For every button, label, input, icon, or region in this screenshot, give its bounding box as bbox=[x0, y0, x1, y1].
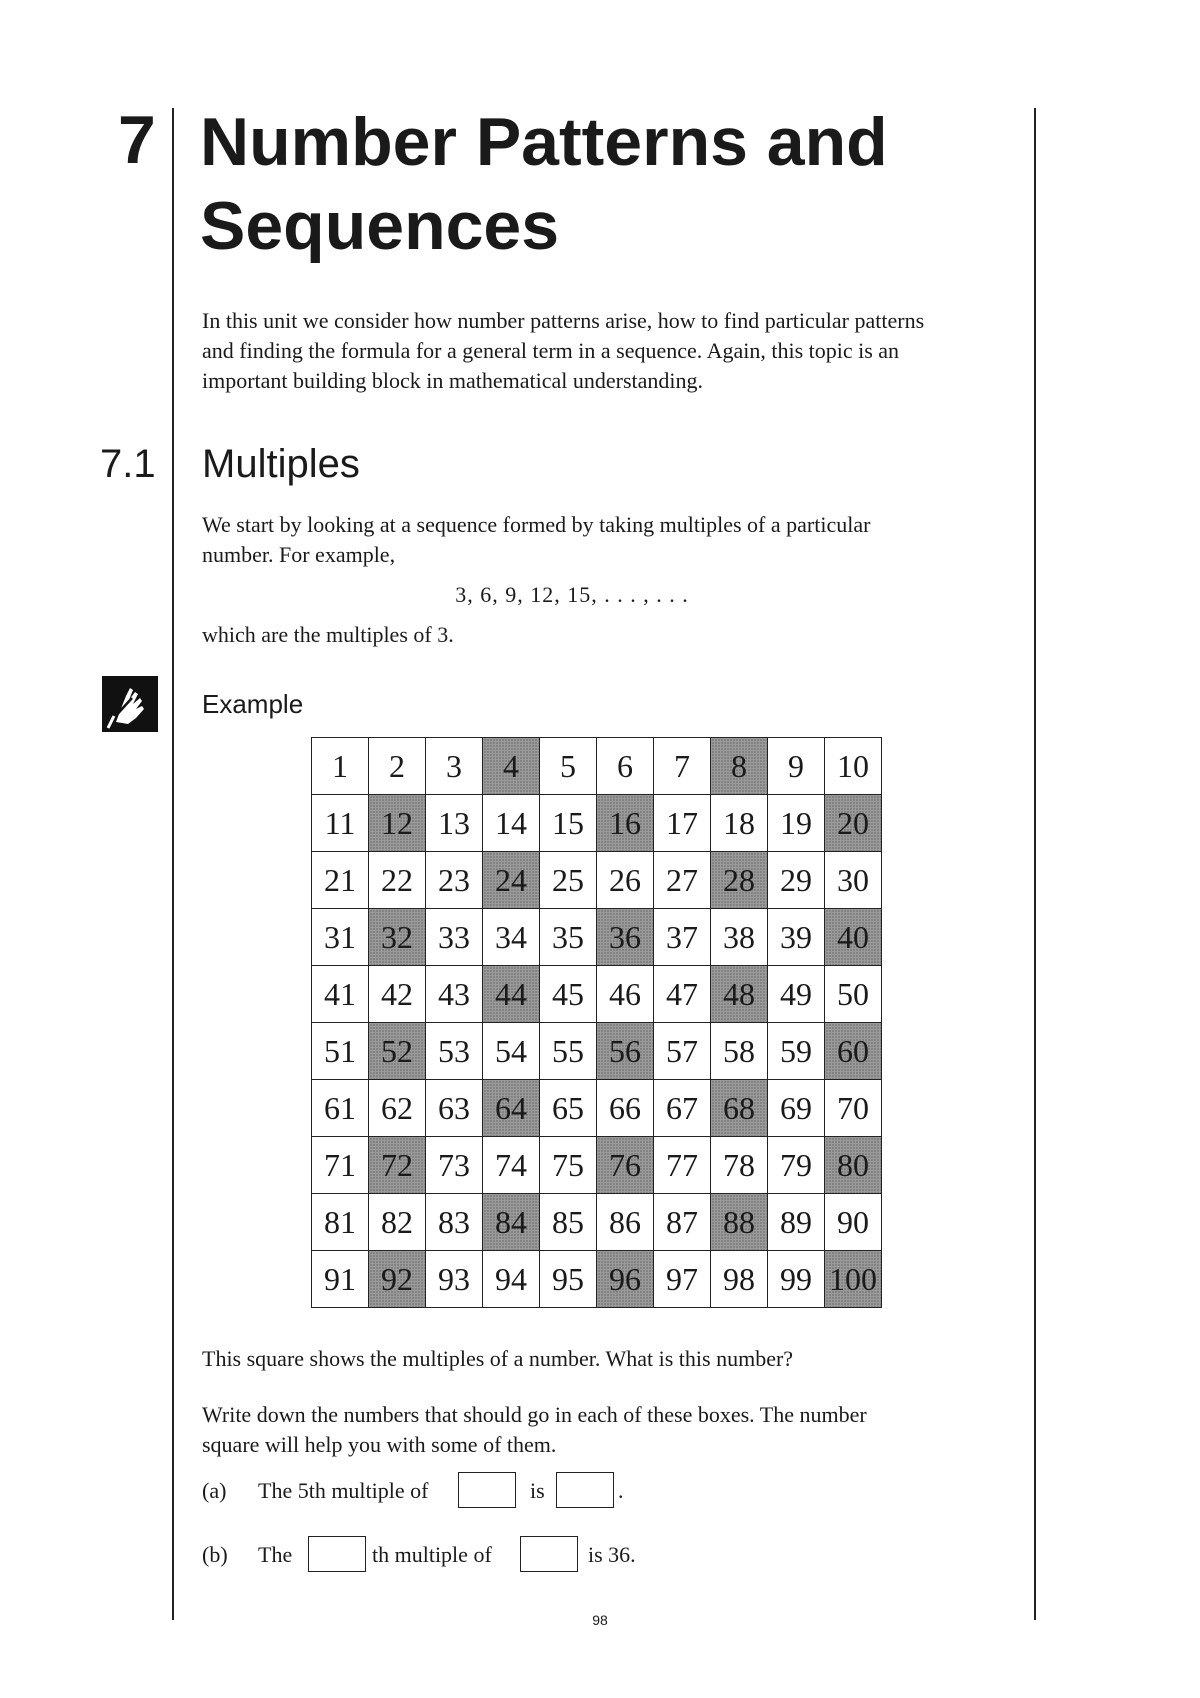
grid-row bbox=[312, 1080, 882, 1137]
grid-cell: 67 bbox=[654, 1080, 711, 1137]
intro-line: and finding the formula for a general term in a sequence. Again, this topic is an bbox=[202, 338, 900, 363]
answer-box[interactable] bbox=[308, 1536, 366, 1572]
section-title: Multiples bbox=[202, 442, 360, 486]
part-b-text-3: is 36. bbox=[588, 1542, 636, 1567]
page-number: 98 bbox=[592, 1612, 608, 1628]
instruction-line: square will help you with some of them. bbox=[202, 1432, 557, 1457]
grid-cell: 79 bbox=[768, 1137, 825, 1194]
grid-cell: 69 bbox=[768, 1080, 825, 1137]
grid-cell: 89 bbox=[768, 1194, 825, 1251]
instruction-line: Write down the numbers that should go in each of these boxes. The number bbox=[202, 1402, 867, 1427]
grid-cell: 61 bbox=[312, 1080, 369, 1137]
grid-cell: 54 bbox=[483, 1023, 540, 1080]
grid-cell: 99 bbox=[768, 1251, 825, 1308]
grid-cell-shaded: 60 bbox=[825, 1023, 882, 1080]
grid-cell-shaded: 48 bbox=[711, 966, 768, 1023]
part-a-label: (a) bbox=[202, 1478, 227, 1503]
grid-row bbox=[312, 738, 882, 795]
grid-cell: 29 bbox=[768, 852, 825, 909]
left-margin-rule bbox=[172, 108, 174, 1620]
grid-cell-shaded: 88 bbox=[711, 1194, 768, 1251]
grid-cell: 82 bbox=[369, 1194, 426, 1251]
grid-cell: 30 bbox=[825, 852, 882, 909]
hand-writing-icon bbox=[102, 676, 158, 732]
grid-cell-shaded: 28 bbox=[711, 852, 768, 909]
grid-cell: 73 bbox=[426, 1137, 483, 1194]
grid-row bbox=[312, 1194, 882, 1251]
grid-cell: 33 bbox=[426, 909, 483, 966]
intro-line: In this unit we consider how number patterns arise, how to find particular patterns bbox=[202, 308, 925, 333]
grid-cell: 11 bbox=[312, 795, 369, 852]
grid-cell-shaded: 36 bbox=[597, 909, 654, 966]
grid-cell: 85 bbox=[540, 1194, 597, 1251]
grid-row bbox=[312, 1137, 882, 1194]
grid-cell: 65 bbox=[540, 1080, 597, 1137]
grid-cell: 2 bbox=[369, 738, 426, 795]
answer-box[interactable] bbox=[520, 1536, 578, 1572]
grid-cell: 21 bbox=[312, 852, 369, 909]
grid-cell: 46 bbox=[597, 966, 654, 1023]
grid-cell: 55 bbox=[540, 1023, 597, 1080]
grid-cell: 81 bbox=[312, 1194, 369, 1251]
grid-cell-shaded: 80 bbox=[825, 1137, 882, 1194]
grid-cell-shaded: 32 bbox=[369, 909, 426, 966]
grid-cell: 45 bbox=[540, 966, 597, 1023]
grid-cell: 94 bbox=[483, 1251, 540, 1308]
chapter-title bbox=[200, 100, 1000, 268]
grid-cell: 62 bbox=[369, 1080, 426, 1137]
grid-cell-shaded: 16 bbox=[597, 795, 654, 852]
example-label: Example bbox=[202, 689, 304, 719]
grid-cell: 50 bbox=[825, 966, 882, 1023]
grid-cell: 1 bbox=[312, 738, 369, 795]
section-paragraph bbox=[202, 510, 870, 570]
section-number: 7.1 bbox=[100, 442, 156, 486]
grid-cell: 15 bbox=[540, 795, 597, 852]
grid-cell: 97 bbox=[654, 1251, 711, 1308]
grid-cell-shaded: 52 bbox=[369, 1023, 426, 1080]
grid-cell: 38 bbox=[711, 909, 768, 966]
grid-cell-shaded: 64 bbox=[483, 1080, 540, 1137]
grid-cell-shaded: 56 bbox=[597, 1023, 654, 1080]
part-b-text-1: The bbox=[258, 1542, 293, 1567]
grid-cell: 87 bbox=[654, 1194, 711, 1251]
grid-cell: 41 bbox=[312, 966, 369, 1023]
grid-cell: 47 bbox=[654, 966, 711, 1023]
grid-cell: 7 bbox=[654, 738, 711, 795]
grid-cell: 75 bbox=[540, 1137, 597, 1194]
multiples-sequence: 3, 6, 9, 12, 15, . . . , . . . bbox=[455, 582, 689, 607]
grid-cell: 43 bbox=[426, 966, 483, 1023]
grid-cell: 31 bbox=[312, 909, 369, 966]
grid-cell-shaded: 68 bbox=[711, 1080, 768, 1137]
grid-cell-shaded: 72 bbox=[369, 1137, 426, 1194]
section-line: We start by looking at a sequence formed by taking multiples of a particular bbox=[202, 512, 871, 537]
grid-cell: 91 bbox=[312, 1251, 369, 1308]
grid-cell: 77 bbox=[654, 1137, 711, 1194]
grid-cell: 49 bbox=[768, 966, 825, 1023]
grid-row bbox=[312, 909, 882, 966]
intro-paragraph bbox=[202, 306, 924, 396]
grid-row bbox=[312, 1251, 882, 1308]
grid-cell: 71 bbox=[312, 1137, 369, 1194]
answer-box[interactable] bbox=[556, 1472, 614, 1508]
grid-cell: 35 bbox=[540, 909, 597, 966]
grid-cell: 42 bbox=[369, 966, 426, 1023]
grid-cell: 39 bbox=[768, 909, 825, 966]
part-a-text-1: The 5th multiple of bbox=[258, 1478, 429, 1503]
grid-cell: 53 bbox=[426, 1023, 483, 1080]
grid-cell: 3 bbox=[426, 738, 483, 795]
grid-row bbox=[312, 852, 882, 909]
grid-cell: 34 bbox=[483, 909, 540, 966]
chapter-number: 7 bbox=[118, 102, 156, 178]
answer-box[interactable] bbox=[458, 1472, 516, 1508]
grid-cell: 90 bbox=[825, 1194, 882, 1251]
grid-cell: 78 bbox=[711, 1137, 768, 1194]
grid-cell: 93 bbox=[426, 1251, 483, 1308]
grid-cell: 18 bbox=[711, 795, 768, 852]
grid-cell: 6 bbox=[597, 738, 654, 795]
grid-cell-shaded: 40 bbox=[825, 909, 882, 966]
grid-cell-shaded: 12 bbox=[369, 795, 426, 852]
grid-cell-shaded: 20 bbox=[825, 795, 882, 852]
grid-cell: 26 bbox=[597, 852, 654, 909]
question-text: This square shows the multiples of a number. What is this number? bbox=[202, 1346, 794, 1371]
grid-cell: 83 bbox=[426, 1194, 483, 1251]
right-margin-rule bbox=[1034, 108, 1036, 1620]
grid-cell: 70 bbox=[825, 1080, 882, 1137]
grid-cell: 27 bbox=[654, 852, 711, 909]
grid-cell-shaded: 76 bbox=[597, 1137, 654, 1194]
grid-cell-shaded: 84 bbox=[483, 1194, 540, 1251]
grid-cell: 14 bbox=[483, 795, 540, 852]
grid-cell: 25 bbox=[540, 852, 597, 909]
grid-cell: 51 bbox=[312, 1023, 369, 1080]
part-b-label: (b) bbox=[202, 1542, 228, 1567]
hundred-square bbox=[311, 737, 882, 1308]
grid-cell-shaded: 24 bbox=[483, 852, 540, 909]
grid-cell: 23 bbox=[426, 852, 483, 909]
part-b-text-2: th multiple of bbox=[372, 1542, 492, 1567]
grid-cell-shaded: 100 bbox=[825, 1251, 882, 1308]
grid-cell: 9 bbox=[768, 738, 825, 795]
instruction-paragraph bbox=[202, 1400, 867, 1460]
sequence-caption: which are the multiples of 3. bbox=[202, 622, 454, 647]
grid-cell-shaded: 92 bbox=[369, 1251, 426, 1308]
part-a-text-2: is bbox=[530, 1478, 545, 1503]
grid-cell-shaded: 96 bbox=[597, 1251, 654, 1308]
grid-cell-shaded: 44 bbox=[483, 966, 540, 1023]
part-a-text-3: . bbox=[618, 1478, 624, 1503]
grid-cell: 59 bbox=[768, 1023, 825, 1080]
grid-cell: 86 bbox=[597, 1194, 654, 1251]
grid-cell: 22 bbox=[369, 852, 426, 909]
grid-cell: 95 bbox=[540, 1251, 597, 1308]
grid-cell: 98 bbox=[711, 1251, 768, 1308]
grid-cell: 5 bbox=[540, 738, 597, 795]
grid-cell: 17 bbox=[654, 795, 711, 852]
chapter-title-line-2: Sequences bbox=[200, 188, 560, 264]
grid-cell: 13 bbox=[426, 795, 483, 852]
grid-cell: 10 bbox=[825, 738, 882, 795]
grid-cell: 19 bbox=[768, 795, 825, 852]
grid-cell: 66 bbox=[597, 1080, 654, 1137]
grid-cell: 57 bbox=[654, 1023, 711, 1080]
grid-cell: 74 bbox=[483, 1137, 540, 1194]
grid-cell: 37 bbox=[654, 909, 711, 966]
grid-cell-shaded: 8 bbox=[711, 738, 768, 795]
grid-row bbox=[312, 795, 882, 852]
chapter-title-line-1: Number Patterns and bbox=[200, 104, 888, 180]
grid-cell-shaded: 4 bbox=[483, 738, 540, 795]
intro-line: important building block in mathematical understanding. bbox=[202, 368, 704, 393]
grid-cell: 58 bbox=[711, 1023, 768, 1080]
grid-row bbox=[312, 966, 882, 1023]
grid-cell: 63 bbox=[426, 1080, 483, 1137]
section-line: number. For example, bbox=[202, 542, 396, 567]
grid-row bbox=[312, 1023, 882, 1080]
